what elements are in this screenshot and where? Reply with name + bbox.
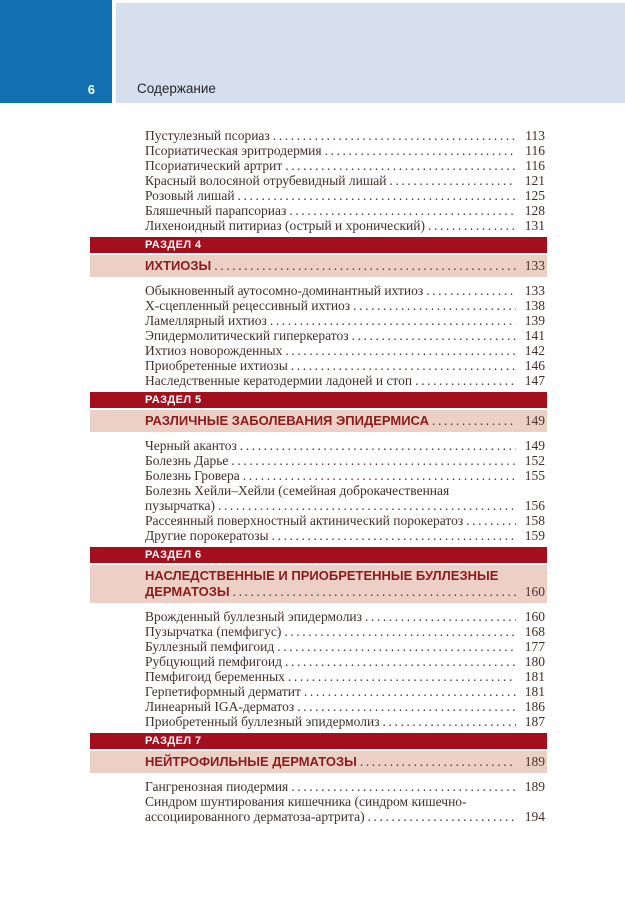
toc-entry [145,654,545,669]
toc-entry-title: Синдром шунтирования кишечника (синдром кишечно- [145,794,467,809]
dot-leader [243,468,516,483]
dot-leader [383,714,516,729]
dot-leader [415,373,516,388]
toc-entry-title: Черный акантоз [145,438,237,453]
toc-entry [145,313,545,328]
toc-entry-title: Пемфигоид беременных [145,669,285,684]
toc-entry [145,794,545,824]
dot-leader [304,684,516,699]
section-label: РАЗДЕЛ 5 [90,392,547,408]
toc-entry-page: 152 [524,453,545,468]
toc-entry [145,669,545,684]
toc-entry-page: 155 [524,468,545,483]
section-title-band [90,751,547,773]
dot-leader [289,203,516,218]
section-title: РАЗЛИЧНЫЕ ЗАБОЛЕВАНИЯ ЭПИДЕРМИСА [145,413,430,428]
toc-entry-page: 194 [524,809,545,824]
toc-section-4 [90,237,547,388]
dot-leader [285,343,516,358]
dot-leader [218,498,516,513]
section-label: РАЗДЕЛ 4 [90,237,547,253]
dot-leader [297,699,516,714]
toc-entry-title: Розовый лишай [145,188,235,203]
dot-leader [352,328,516,343]
dot-leader [273,128,516,143]
toc-entry [145,343,545,358]
toc-entry [145,358,545,373]
toc-entry-title: Эпидермолитический гиперкератоз [145,328,349,343]
section-title-band [90,410,547,432]
section-page: 133 [524,258,545,273]
page-number: 6 [87,82,95,97]
toc-entry [145,158,545,173]
toc-entry-title-continuation: ассоциированного дерматоза-артрита) [145,809,365,824]
section-title-continuation: ДЕРМАТОЗЫ [145,584,230,599]
toc-entry-page: 180 [524,654,545,669]
dot-leader [368,809,516,824]
section-entries [90,438,547,543]
toc-entry-title: Наследственные кератодермии ладоней и стоп [145,373,413,388]
toc-entry [145,714,545,729]
toc-entry-page: 189 [524,779,545,794]
dot-leader [214,258,516,274]
toc-entry [145,609,545,624]
dot-leader [277,639,516,654]
dot-leader [288,669,516,684]
toc-intro-entries [90,128,547,233]
toc-entry-title: Псориатическая эритродермия [145,143,322,158]
toc-entry-page: 121 [524,173,545,188]
toc-entry-title: Приобретенные ихтиозы [145,358,288,373]
toc-entry-page: 158 [524,513,545,528]
dot-leader [270,313,516,328]
toc-entry-title: Лихеноидный питириаз (острый и хронический) [145,218,425,233]
dot-leader [233,584,516,600]
toc-entry-page: 181 [524,669,545,684]
toc-entry-title: Гангренозная пиодермия [145,779,289,794]
toc-entry-page: 147 [524,373,545,388]
dot-leader [360,754,516,770]
toc-entry-page: 168 [524,624,545,639]
toc-entry-title: Бляшечный парапсориаз [145,203,287,218]
section-page: 149 [524,413,545,428]
toc-entry-title: Ихтиоз новорожденных [145,343,283,358]
dot-leader [291,779,516,794]
toc-entry-page: 159 [524,528,545,543]
toc-section-5 [90,392,547,543]
toc-entry [145,283,545,298]
toc-entry [145,684,545,699]
dot-leader [325,143,516,158]
toc-entry-title: Буллезный пемфигоид [145,639,275,654]
running-header-bar [116,3,625,103]
toc-entry-title: Приобретенный буллезный эпидермолиз [145,714,380,729]
toc-entry-page: 156 [524,498,545,513]
toc-entry-page: 128 [524,203,545,218]
toc-entry [145,624,545,639]
dot-leader [284,624,516,639]
section-title-band [90,255,547,277]
toc-entry-title: Болезнь Хейли–Хейли (семейная доброкачественная [145,483,450,498]
toc-entry [145,298,545,313]
toc-entry-title: Красный волосяной отрубевидный лишай [145,173,387,188]
toc-entry-title: Псориатический артрит [145,158,283,173]
toc-entry-page: 139 [524,313,545,328]
toc-section-6 [90,547,547,729]
toc-entry [145,528,545,543]
toc-entry-title: Пузырчатка (пемфигус) [145,624,282,639]
dot-leader [285,654,516,669]
dot-leader [291,358,516,373]
dot-leader [353,298,516,313]
toc-entry-page: 131 [524,218,545,233]
dot-leader [238,188,516,203]
toc-entry [145,639,545,654]
dot-leader [240,438,516,453]
dot-leader [432,413,516,429]
dot-leader [466,513,516,528]
section-title: ИХТИОЗЫ [145,258,212,273]
toc-entry-page: 116 [525,143,545,158]
toc-entry [145,373,545,388]
toc-entry [145,328,545,343]
running-header-title: Содержание [137,81,216,96]
section-page: 160 [524,584,545,599]
toc-entry [145,438,545,453]
toc-entry-page: 160 [524,609,545,624]
toc-entry [145,128,545,143]
section-label: РАЗДЕЛ 7 [90,733,547,749]
dot-leader [365,609,516,624]
toc-entry-page: 113 [525,128,545,143]
dot-leader [428,218,516,233]
toc-entry-title: Болезнь Дарье [145,453,229,468]
toc-entry [145,143,545,158]
toc-entry-title: Врожденный буллезный эпидермолиз [145,609,362,624]
toc-entry [145,203,545,218]
toc-entry-page: 177 [524,639,545,654]
toc-entry-title: Ламеллярный ихтиоз [145,313,267,328]
page-number-box [0,0,112,103]
toc-entry-title-continuation: пузырчатка) [145,498,215,513]
toc-entry-page: 187 [524,714,545,729]
dot-leader [285,158,516,173]
toc-entry-page: 181 [524,684,545,699]
toc-entry-page: 116 [525,158,545,173]
toc-entry-page: 125 [524,188,545,203]
toc-entry [145,453,545,468]
toc-entry-title: Рассеянный поверхностный актинический порокератоз [145,513,464,528]
toc-entry-title: Обыкновенный аутосомно-доминантный ихтиоз [145,283,424,298]
section-title: НАСЛЕДСТВЕННЫЕ И ПРИОБРЕТЕННЫЕ БУЛЛЕЗНЫЕ [145,568,499,583]
toc-entry-page: 186 [524,699,545,714]
toc-entry-page: 141 [524,328,545,343]
section-title: НЕЙТРОФИЛЬНЫЕ ДЕРМАТОЗЫ [145,754,357,769]
toc [90,127,547,824]
dot-leader [426,283,516,298]
toc-entry [145,468,545,483]
toc-entry [145,218,545,233]
toc-entry-page: 149 [524,438,545,453]
dot-leader [272,528,516,543]
toc-entry-title: Рубцующий пемфигоид [145,654,283,669]
toc-entry-title: Другие порокератозы [145,528,269,543]
dot-leader [389,173,516,188]
section-label: РАЗДЕЛ 6 [90,547,547,563]
toc-entry-title: Герпетиформный дерматит [145,684,301,699]
dot-leader [231,453,516,468]
toc-entry-title: Пустулезный псориаз [145,128,270,143]
toc-entry-title: Болезнь Гровера [145,468,240,483]
toc-entry [145,188,545,203]
section-page: 189 [524,754,545,769]
toc-entry [145,173,545,188]
section-entries [90,779,547,824]
section-entries [90,609,547,729]
toc-entry-page: 138 [524,298,545,313]
toc-entry [145,513,545,528]
toc-entry [145,483,545,513]
toc-entry-page: 146 [524,358,545,373]
section-title-band [90,565,547,603]
toc-entry-page: 142 [524,343,545,358]
toc-entry [145,779,545,794]
section-entries [90,283,547,388]
toc-section-7 [90,733,547,824]
toc-entry-title: Линеарный IGA-дерматоз [145,699,295,714]
toc-entry-title: Х-сцепленный рецессивный ихтиоз [145,298,351,313]
toc-entry [145,699,545,714]
toc-entry-page: 133 [524,283,545,298]
